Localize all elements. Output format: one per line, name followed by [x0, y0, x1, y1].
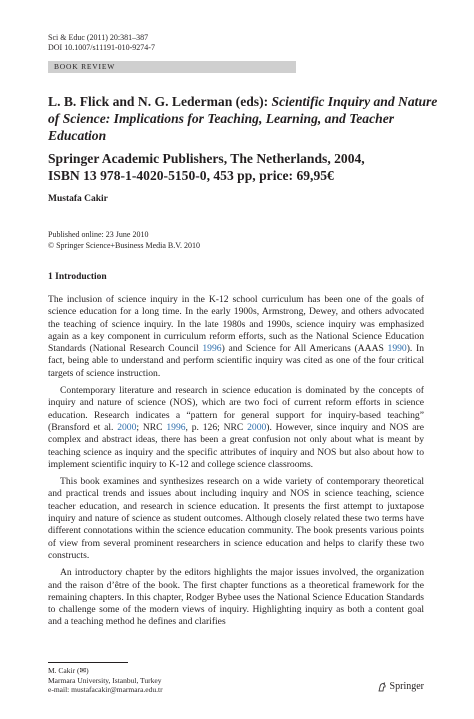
publication-info: [48, 229, 200, 251]
publication-details: [48, 150, 438, 184]
section-heading: 1 Introduction: [48, 272, 107, 282]
article-body: [48, 294, 424, 634]
text: ). In fact, being able to understand and perform scientific inquiry was cited as one of the four critical targets of science instruction.: [48, 343, 424, 379]
citation-link[interactable]: 2000: [247, 421, 267, 433]
paragraph-1: [48, 294, 424, 380]
paragraph-3: This book examines and synthesizes research on a wide variety of contemporary theoretical and practical trends and issues about including inquiry and NOS in science teaching, science teacher education, and research in science education. It presents the first attempt to juxtapose inquiry and nature of science as student outcomes. Although closely related these two terms have different connotations within the science education community. The book presents various points of view from several prominent researchers in science education and helps to clarify these two constructs.: [48, 476, 424, 561]
author-footnote: [48, 666, 163, 695]
text: ): [86, 666, 89, 675]
footnote-author: [48, 666, 163, 676]
text: The inclusion of science inquiry in the K-12 school curriculum has been one of the goals of science education for a long time. In the early 1900s, Armstrong, Dewey, and others advocated the teaching of science inquiry. In the late 1980s and 1990s, science inquiry was emphasized again as a key component in curriculum reform efforts, such as the National Science Education Standards (National Research Council: [48, 294, 424, 355]
copyright: © Springer Science+Business Media B.V. 2010: [48, 241, 200, 250]
citation-link[interactable]: 2000: [117, 421, 137, 433]
article-title: [48, 93, 438, 144]
published-date: Published online: 23 June 2010: [48, 230, 149, 239]
book-review-banner: BOOK REVIEW: [48, 61, 296, 73]
citation-link[interactable]: 1996: [202, 343, 222, 355]
doi: DOI 10.1007/s11191-010-9274-7: [48, 43, 155, 52]
text: , p. 126; NRC: [185, 421, 248, 433]
journal-citation: Sci & Educ (2011) 20:381–387: [48, 33, 149, 42]
text: Contemporary literature and research in science education is dominated by the concepts of inquiry and nature of science (NOS), which are two foci of current reform efforts in science education. Research indicates a “pattern for general support for inquiry-based teaching” (Bransford et al.: [48, 385, 424, 433]
text: M. Cakir (: [48, 666, 80, 675]
springer-label: Springer: [389, 681, 424, 692]
text: ; NRC: [136, 421, 167, 433]
text: ) and Science for All Americans (AAAS: [221, 343, 388, 355]
envelope-icon[interactable]: ✉: [79, 666, 87, 675]
footnote-divider: [48, 662, 128, 663]
journal-header: [48, 33, 155, 53]
springer-horse-icon: [377, 682, 387, 692]
springer-logo: [377, 681, 424, 692]
isbn-line: ISBN 13 978-1-4020-5150-0, 453 pp, price: 69,95€: [48, 168, 334, 183]
title-editors: L. B. Flick and N. G. Lederman (eds):: [48, 94, 272, 109]
author-name: Mustafa Cakir: [48, 194, 108, 204]
publisher-line: Springer Academic Publishers, The Netherlands, 2004,: [48, 151, 365, 166]
citation-link[interactable]: 1990: [387, 343, 407, 355]
citation-link[interactable]: 1996: [166, 421, 186, 433]
text: ). However, since inquiry and NOS are complex and abstract ideas, there has been a great confusion not only about what is meant by teaching science as inquiry and the specific attributes of inquiry and NOS but also about how to implement scientific inquiry to K-12 and college science classrooms.: [48, 421, 424, 470]
footnote-affiliation: Marmara University, Istanbul, Turkey: [48, 675, 162, 685]
paragraph-2: [48, 385, 424, 471]
title-book: Scientific Inquiry and Nature of Science: Implications for Teaching, Learning, and Teacher Education: [48, 94, 438, 143]
footnote-email[interactable]: e-mail: mustafacakir@marmara.edu.tr: [48, 685, 163, 694]
paragraph-4: An introductory chapter by the editors highlights the major issues involved, the organization and the raison d’être of the book. The first chapter functions as a theoretical framework for the remaining chapters. In this chapter, Rodger Bybee uses the National Science Education Standards to challenge some of the modern views of inquiry. Highlighting inquiry as both a content goal and a teaching method he defines and clarifies: [48, 567, 424, 628]
